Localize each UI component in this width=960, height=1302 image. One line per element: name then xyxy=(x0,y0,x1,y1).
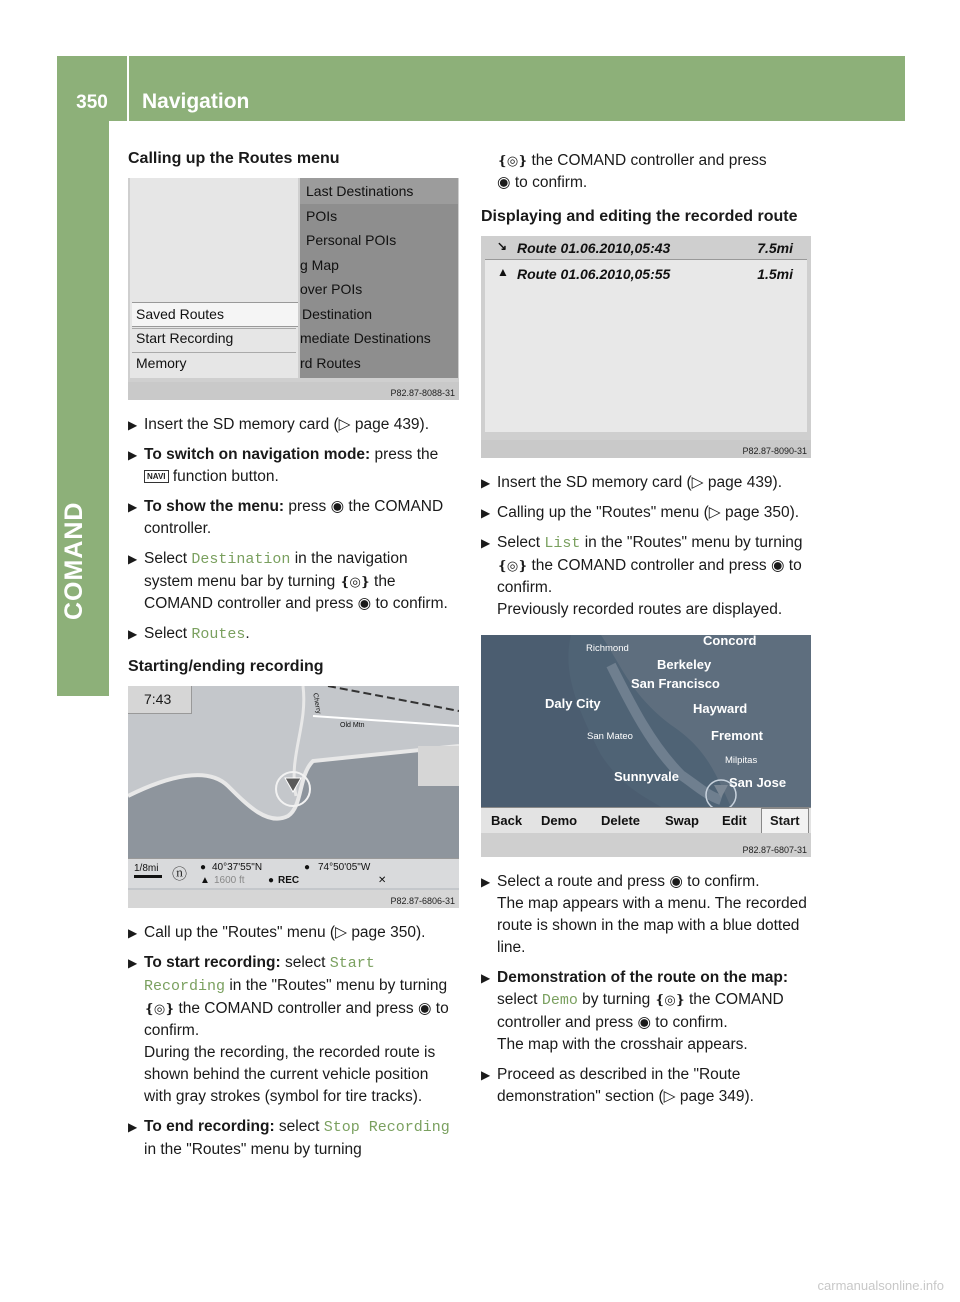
mountain-icon: ▲ xyxy=(200,875,210,886)
rec-indicator-icon: ● xyxy=(268,875,275,886)
press-icon: ◉ xyxy=(637,1014,651,1031)
gps-icon: ● xyxy=(200,862,207,873)
arrow-icon: ▶ xyxy=(481,1068,491,1082)
page-number: 350 xyxy=(76,92,108,113)
step-show-menu: ▶ To show the menu: press ◉ the COMAND controller. xyxy=(128,498,444,537)
arrow-icon: ▶ xyxy=(481,506,491,520)
menu-separator xyxy=(132,328,296,329)
arrow-icon: ▶ xyxy=(128,627,138,641)
menu-item-intermediate-destinations[interactable]: mediate Destinations xyxy=(300,330,431,346)
routes-menu-screenshot xyxy=(128,178,459,400)
route-list-screenshot xyxy=(481,236,811,458)
town-label: Milpitas xyxy=(725,755,758,766)
globe-icon: ● xyxy=(304,862,311,873)
step-select-routes: ▶ Select Routes. xyxy=(128,625,250,643)
routes-menu-heading: Calling up the Routes menu xyxy=(128,150,340,167)
page-ref-icon: ▷ xyxy=(338,416,351,433)
arrow-icon: ▶ xyxy=(481,971,491,985)
map-status-bar xyxy=(128,858,459,888)
menu-item-destination[interactable]: Destination xyxy=(302,306,373,322)
route-icon: ↘ xyxy=(497,239,508,253)
page-ref-icon: ▷ xyxy=(335,924,347,941)
city-label: Concord xyxy=(703,635,757,648)
turn-controller-icon: ❴◎❵ xyxy=(497,558,528,573)
town-label: San Mateo xyxy=(587,731,633,742)
route-icon: ▲ xyxy=(497,265,509,279)
page-ref-icon: ▷ xyxy=(663,1088,676,1105)
routes-submenu xyxy=(130,178,298,378)
arrow-icon: ▶ xyxy=(128,500,138,514)
route-list-row[interactable]: ↘ Route 01.06.2010,05:43 7.5mi xyxy=(485,236,807,260)
longitude: 74°50'05"W xyxy=(318,862,371,873)
edit-button[interactable]: Edit xyxy=(722,813,747,828)
turn-controller-icon: ❴◎❵ xyxy=(144,1001,175,1016)
figure-caption: P82.87-6806-31 xyxy=(390,896,455,906)
step-continuation: ❴◎❵ the COMAND controller and press ◉ to confirm. xyxy=(497,152,767,191)
route-map-screenshot xyxy=(481,635,811,857)
city-label: Hayward xyxy=(693,701,748,716)
menu-item-saved-routes[interactable]: Saved Routes xyxy=(136,306,224,322)
figure-caption: P82.87-6807-31 xyxy=(742,845,807,855)
side-tab-label: COMAND xyxy=(60,501,88,620)
altitude: 1600 ft xyxy=(214,875,245,886)
menu-item-pois[interactable]: POIs xyxy=(306,208,338,224)
step-insert-sd: ▶ Insert the SD memory card (▷ page 439). xyxy=(481,472,811,494)
clock-display: 7:43 xyxy=(128,686,192,714)
watermark: carmanualsonline.info xyxy=(817,1278,944,1293)
arrow-icon: ▶ xyxy=(481,875,491,889)
destination-menu xyxy=(300,178,458,378)
section-title: Navigation xyxy=(142,90,250,113)
navi-key-icon: NAVI xyxy=(144,470,169,483)
recording-map-screenshot xyxy=(128,686,459,908)
city-label: San Francisco xyxy=(631,676,720,691)
turn-controller-icon: ❴◎❵ xyxy=(654,992,685,1007)
arrow-icon: ▶ xyxy=(128,418,138,432)
step-demo: ▶ Demonstration of the route on the map: select Demo by turning ❴◎❵ the COMAND controller and press ◉ to confirm. The map with the crosshair appears. xyxy=(481,969,789,1053)
figure-caption: P82.87-8090-31 xyxy=(742,446,807,456)
road-label-old-mtn: Old Mtn xyxy=(340,722,365,729)
press-icon: ◉ xyxy=(357,595,372,612)
menu-item-start-recording[interactable]: Start Recording xyxy=(136,330,234,346)
city-label: Berkeley xyxy=(657,657,712,672)
scale-bar xyxy=(134,875,162,878)
step-start-recording: ▶ To start recording: select Start Recording in the "Routes" menu by turning ❴◎❵ the COMAND controller and press ◉ to confirm. During the recording, the recorded route is shown behind the current vehicle position with gray strokes (symbol for tire tracks). xyxy=(128,954,449,1105)
step-select-list: ▶ Select List in the "Routes" menu by turning ❴◎❵ the COMAND controller and press ◉ to confirm. Previously recorded routes are displayed. xyxy=(481,534,803,618)
press-icon: ◉ xyxy=(497,174,511,191)
town-label: Richmond xyxy=(586,643,629,654)
step-end-recording: ▶ To end recording: select Stop Recording in the "Routes" menu by turning xyxy=(128,1118,450,1158)
menu-item-routes[interactable]: rd Routes xyxy=(300,355,361,371)
page-ref-icon: ▷ xyxy=(708,504,721,521)
delete-button[interactable]: Delete xyxy=(601,813,641,828)
menu-item-discover-pois[interactable]: over POIs xyxy=(300,281,363,297)
road-label-cherry: Cherry xyxy=(311,692,322,715)
arrow-icon: ▶ xyxy=(128,1120,138,1134)
compass-icon: ⓝ xyxy=(172,866,188,883)
menu-item-last-destinations[interactable]: Last Destinations xyxy=(306,183,414,199)
menu-item-map[interactable]: g Map xyxy=(300,257,339,273)
city-label: Fremont xyxy=(711,728,763,743)
route-list xyxy=(485,236,807,432)
swap-button[interactable]: Swap xyxy=(665,813,699,828)
left-column xyxy=(128,150,460,1169)
arrow-icon: ▶ xyxy=(128,448,138,462)
arrow-icon: ▶ xyxy=(128,926,138,940)
back-button[interactable]: Back xyxy=(491,813,523,828)
press-icon: ◉ xyxy=(770,557,785,574)
header-divider xyxy=(127,56,129,121)
step-switch-nav: ▶ To switch on navigation mode: press the NAVI function button. xyxy=(128,446,439,485)
press-icon: ◉ xyxy=(669,873,683,890)
page-ref-icon: ▷ xyxy=(691,474,704,491)
city-label: Daly City xyxy=(545,696,601,711)
arrow-icon: ▶ xyxy=(481,476,491,490)
city-label: San Jose xyxy=(729,775,787,790)
step-call-routes: ▶ Calling up the "Routes" menu (▷ page 350). xyxy=(481,502,811,524)
demo-button[interactable]: Demo xyxy=(541,813,578,828)
press-icon: ◉ xyxy=(330,498,345,515)
step-insert-sd: ▶ Insert the SD memory card (▷ page 439). xyxy=(128,414,460,436)
rec-indicator: REC xyxy=(278,875,300,886)
map-scale: 1/8mi xyxy=(134,863,159,874)
route-list-row[interactable]: ▲ Route 01.06.2010,05:55 1.5mi xyxy=(497,265,793,282)
route-menu-bar xyxy=(481,807,811,833)
step-proceed: ▶ Proceed as described in the "Route demonstration" section (▷ page 349). xyxy=(481,1066,754,1105)
step-select-destination: ▶ Select Destination in the navigation system menu bar by turning ❴◎❵ the COMAND controller and press ◉ to confirm. xyxy=(128,550,448,612)
menu-item-personal-pois[interactable]: Personal POIs xyxy=(306,232,397,248)
arrow-icon: ▶ xyxy=(481,536,491,550)
turn-controller-icon: ❴◎❵ xyxy=(497,153,528,168)
press-icon: ◉ xyxy=(417,1000,432,1017)
recording-heading: Starting/ending recording xyxy=(128,658,324,675)
step-select-route: ▶ Select a route and press ◉ to confirm. The map appears with a menu. The recorded route is shown in the map with a blue dotted line. xyxy=(481,873,807,956)
figure-caption: P82.87-8088-31 xyxy=(390,388,455,398)
menu-separator xyxy=(132,352,296,353)
menu-item-memory[interactable]: Memory xyxy=(136,355,187,371)
turn-controller-icon: ❴◎❵ xyxy=(339,574,370,589)
arrow-icon: ▶ xyxy=(128,552,138,566)
right-column xyxy=(481,150,811,1116)
arrow-icon: ▶ xyxy=(128,956,138,970)
display-route-heading: Displaying and editing the recorded route xyxy=(481,208,798,225)
start-button[interactable]: Start xyxy=(761,808,809,834)
latitude: 40°37'55"N xyxy=(212,862,263,873)
satellite-icon: ✕ xyxy=(378,875,387,886)
step-call-routes: ▶ Call up the "Routes" menu (▷ page 350). xyxy=(128,922,460,944)
city-label: Sunnyvale xyxy=(614,769,680,784)
